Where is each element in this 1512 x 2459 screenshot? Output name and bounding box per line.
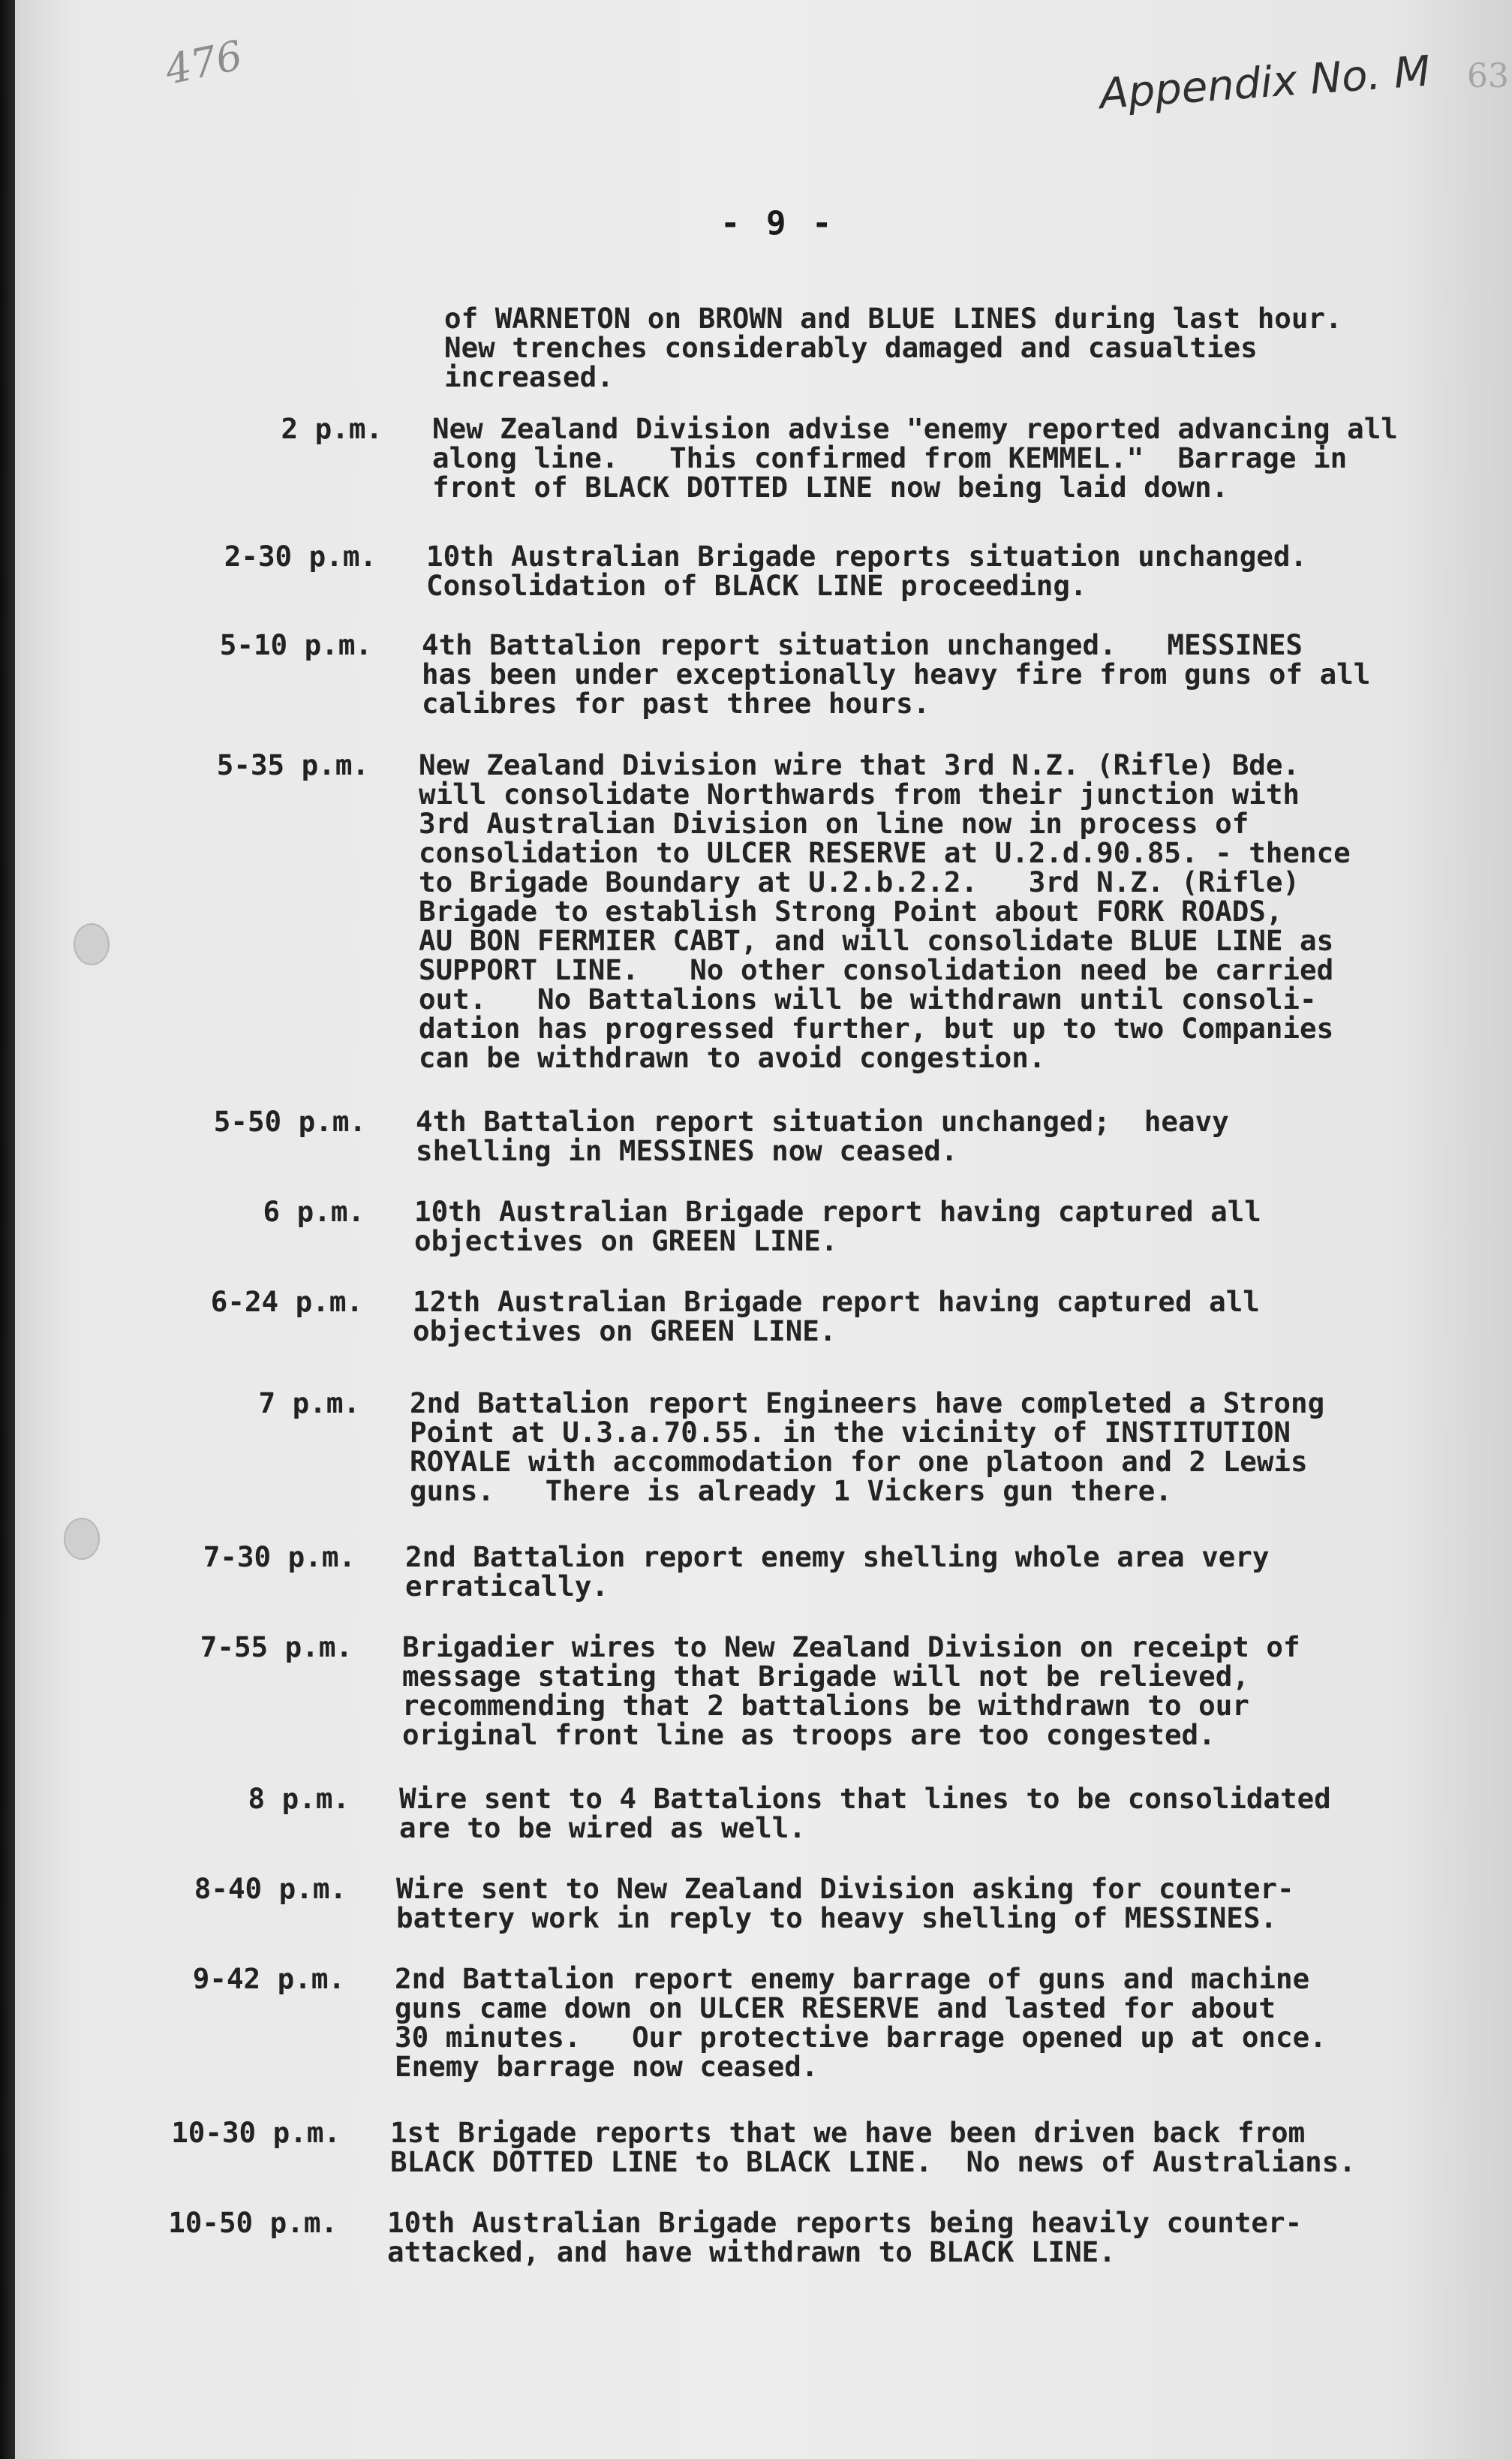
- entry-text: [432, 414, 1398, 502]
- text-line: 10th Australian Brigade report having captured all: [414, 1195, 1261, 1228]
- punch-hole: [74, 923, 110, 965]
- entry-time: 7 p.m.: [258, 1386, 360, 1419]
- text-line: 2nd Battalion report Engineers have completed a Strong: [410, 1386, 1325, 1419]
- text-line: objectives on GREEN LINE.: [413, 1314, 837, 1347]
- text-line: guns. There is already 1 Vickers gun there.: [410, 1474, 1172, 1507]
- entry-time: 2-30 p.m.: [224, 540, 377, 573]
- text-line: New Zealand Division wire that 3rd N.Z. (Rifle) Bde.: [419, 748, 1300, 781]
- text-line: front of BLACK DOTTED LINE now being laid down.: [432, 471, 1229, 504]
- text-line: 2nd Battalion report enemy shelling whole area very: [405, 1540, 1270, 1573]
- text-line: 2nd Battalion report enemy barrage of guns and machine: [395, 1962, 1310, 1995]
- text-line: dation has progressed further, but up to two Companies: [419, 1012, 1334, 1045]
- entry-time: 5-35 p.m.: [216, 748, 369, 781]
- entry-text: [419, 748, 1351, 1074]
- entry-text: [414, 1197, 1261, 1256]
- entry-time: 8 p.m.: [248, 1782, 350, 1815]
- folio-number: 476: [161, 31, 247, 95]
- text-line: Brigade to establish Strong Point about FORK ROADS,: [419, 895, 1283, 928]
- appendix-label: Appendix No. M: [1098, 47, 1432, 119]
- text-line: out. No Battalions will be withdrawn until consoli-: [419, 983, 1317, 1016]
- entry-text: [405, 1540, 1270, 1603]
- text-line: AU BON FERMIER CABT, and will consolidate BLUE LINE as: [419, 924, 1334, 957]
- text-line: can be withdrawn to avoid congestion.: [419, 1041, 1046, 1074]
- entry-time: 8-40 p.m.: [194, 1872, 347, 1905]
- document-page: [15, 0, 1512, 2459]
- text-line: guns came down on ULCER RESERVE and lasted for about: [395, 1991, 1276, 2024]
- text-line: 10th Australian Brigade reports being heavily counter-: [387, 2206, 1303, 2239]
- entry-time: 7-55 p.m.: [200, 1630, 353, 1663]
- entry-text: [422, 628, 1371, 720]
- entry-text: [410, 1386, 1325, 1507]
- text-line: Enemy barrage now ceased.: [395, 2050, 819, 2083]
- text-line: along line. This confirmed from KEMMEL." Barrage in: [432, 441, 1348, 474]
- entry-text: [413, 1287, 1260, 1346]
- text-line: message stating that Brigade will not be relieved,: [402, 1660, 1249, 1693]
- text-line: of WARNETON on BROWN and BLUE LINES during last hour.: [444, 302, 1342, 335]
- text-line: SUPPORT LINE. No other consolidation need be carried: [419, 953, 1334, 986]
- entry-text: [396, 1874, 1294, 1933]
- text-line: 3rd Australian Division on line now in process of: [419, 807, 1249, 840]
- entry-text: [387, 2208, 1302, 2267]
- text-line: will consolidate Northwards from their junction with: [419, 778, 1300, 811]
- page-number: - 9 -: [720, 204, 835, 242]
- text-line: Consolidation of BLACK LINE proceeding.: [426, 569, 1087, 602]
- text-line: battery work in reply to heavy shelling of MESSINES.: [396, 1901, 1277, 1934]
- entry-time: 10-50 p.m.: [168, 2206, 338, 2239]
- entry-time: 9-42 p.m.: [192, 1962, 345, 1995]
- entry-text: [399, 1784, 1331, 1843]
- text-line: Wire sent to New Zealand Division asking for counter-: [396, 1872, 1294, 1905]
- text-line: New trenches considerably damaged and casualties: [444, 331, 1258, 364]
- text-line: Point at U.3.a.70.55. in the vicinity of INSTITUTION: [410, 1416, 1291, 1449]
- text-line: 4th Battalion report situation unchanged. MESSINES: [422, 628, 1303, 661]
- text-line: consolidation to ULCER RESERVE at U.2.d.90.85. - thence: [419, 836, 1351, 869]
- corner-page-number: 63: [1467, 57, 1509, 95]
- continuation-paragraph: [444, 304, 1342, 392]
- entry-time: 7-30 p.m.: [203, 1540, 356, 1573]
- entry-text: [426, 542, 1307, 600]
- entry-time: 10-30 p.m.: [171, 2116, 341, 2149]
- entry-time: 2 p.m.: [281, 412, 383, 445]
- text-line: calibres for past three hours.: [422, 687, 930, 720]
- entry-time: 6 p.m.: [263, 1195, 365, 1228]
- text-line: attacked, and have withdrawn to BLACK LINE.: [387, 2235, 1116, 2268]
- text-line: BLACK DOTTED LINE to BLACK LINE. No news of Australians.: [390, 2145, 1356, 2178]
- entry-time: 6-24 p.m.: [210, 1285, 363, 1318]
- entry-text: [390, 2118, 1356, 2177]
- entry-text: [395, 1964, 1327, 2081]
- text-line: has been under exceptionally heavy fire from guns of all: [422, 658, 1371, 691]
- entry-text: [402, 1630, 1300, 1751]
- text-line: erratically.: [405, 1570, 609, 1603]
- text-line: 1st Brigade reports that we have been driven back from: [390, 2116, 1306, 2149]
- text-line: Wire sent to 4 Battalions that lines to be consolidated: [399, 1782, 1331, 1815]
- text-line: ROYALE with accommodation for one platoon and 2 Lewis: [410, 1445, 1308, 1478]
- text-line: original front line as troops are too congested.: [402, 1718, 1216, 1751]
- text-line: to Brigade Boundary at U.2.b.2.2. 3rd N.Z. (Rifle): [419, 865, 1300, 898]
- text-line: New Zealand Division advise "enemy reported advancing all: [432, 412, 1398, 445]
- entry-time: 5-50 p.m.: [213, 1105, 366, 1138]
- text-line: 30 minutes. Our protective barrage opened up at once.: [395, 2021, 1327, 2054]
- text-line: shelling in MESSINES now ceased.: [416, 1134, 958, 1167]
- text-line: 4th Battalion report situation unchanged; heavy: [416, 1105, 1229, 1138]
- text-line: recommending that 2 battalions be withdrawn to our: [402, 1689, 1249, 1722]
- text-line: 10th Australian Brigade reports situation unchanged.: [426, 540, 1307, 573]
- text-line: increased.: [444, 360, 614, 393]
- entry-text: [416, 1107, 1229, 1166]
- page-edge-shadow: [0, 0, 15, 2459]
- text-line: Brigadier wires to New Zealand Division on receipt of: [402, 1630, 1300, 1663]
- entry-time: 5-10 p.m.: [219, 628, 372, 661]
- text-line: objectives on GREEN LINE.: [414, 1224, 838, 1257]
- text-line: are to be wired as well.: [399, 1811, 806, 1844]
- text-line: 12th Australian Brigade report having captured all: [413, 1285, 1260, 1318]
